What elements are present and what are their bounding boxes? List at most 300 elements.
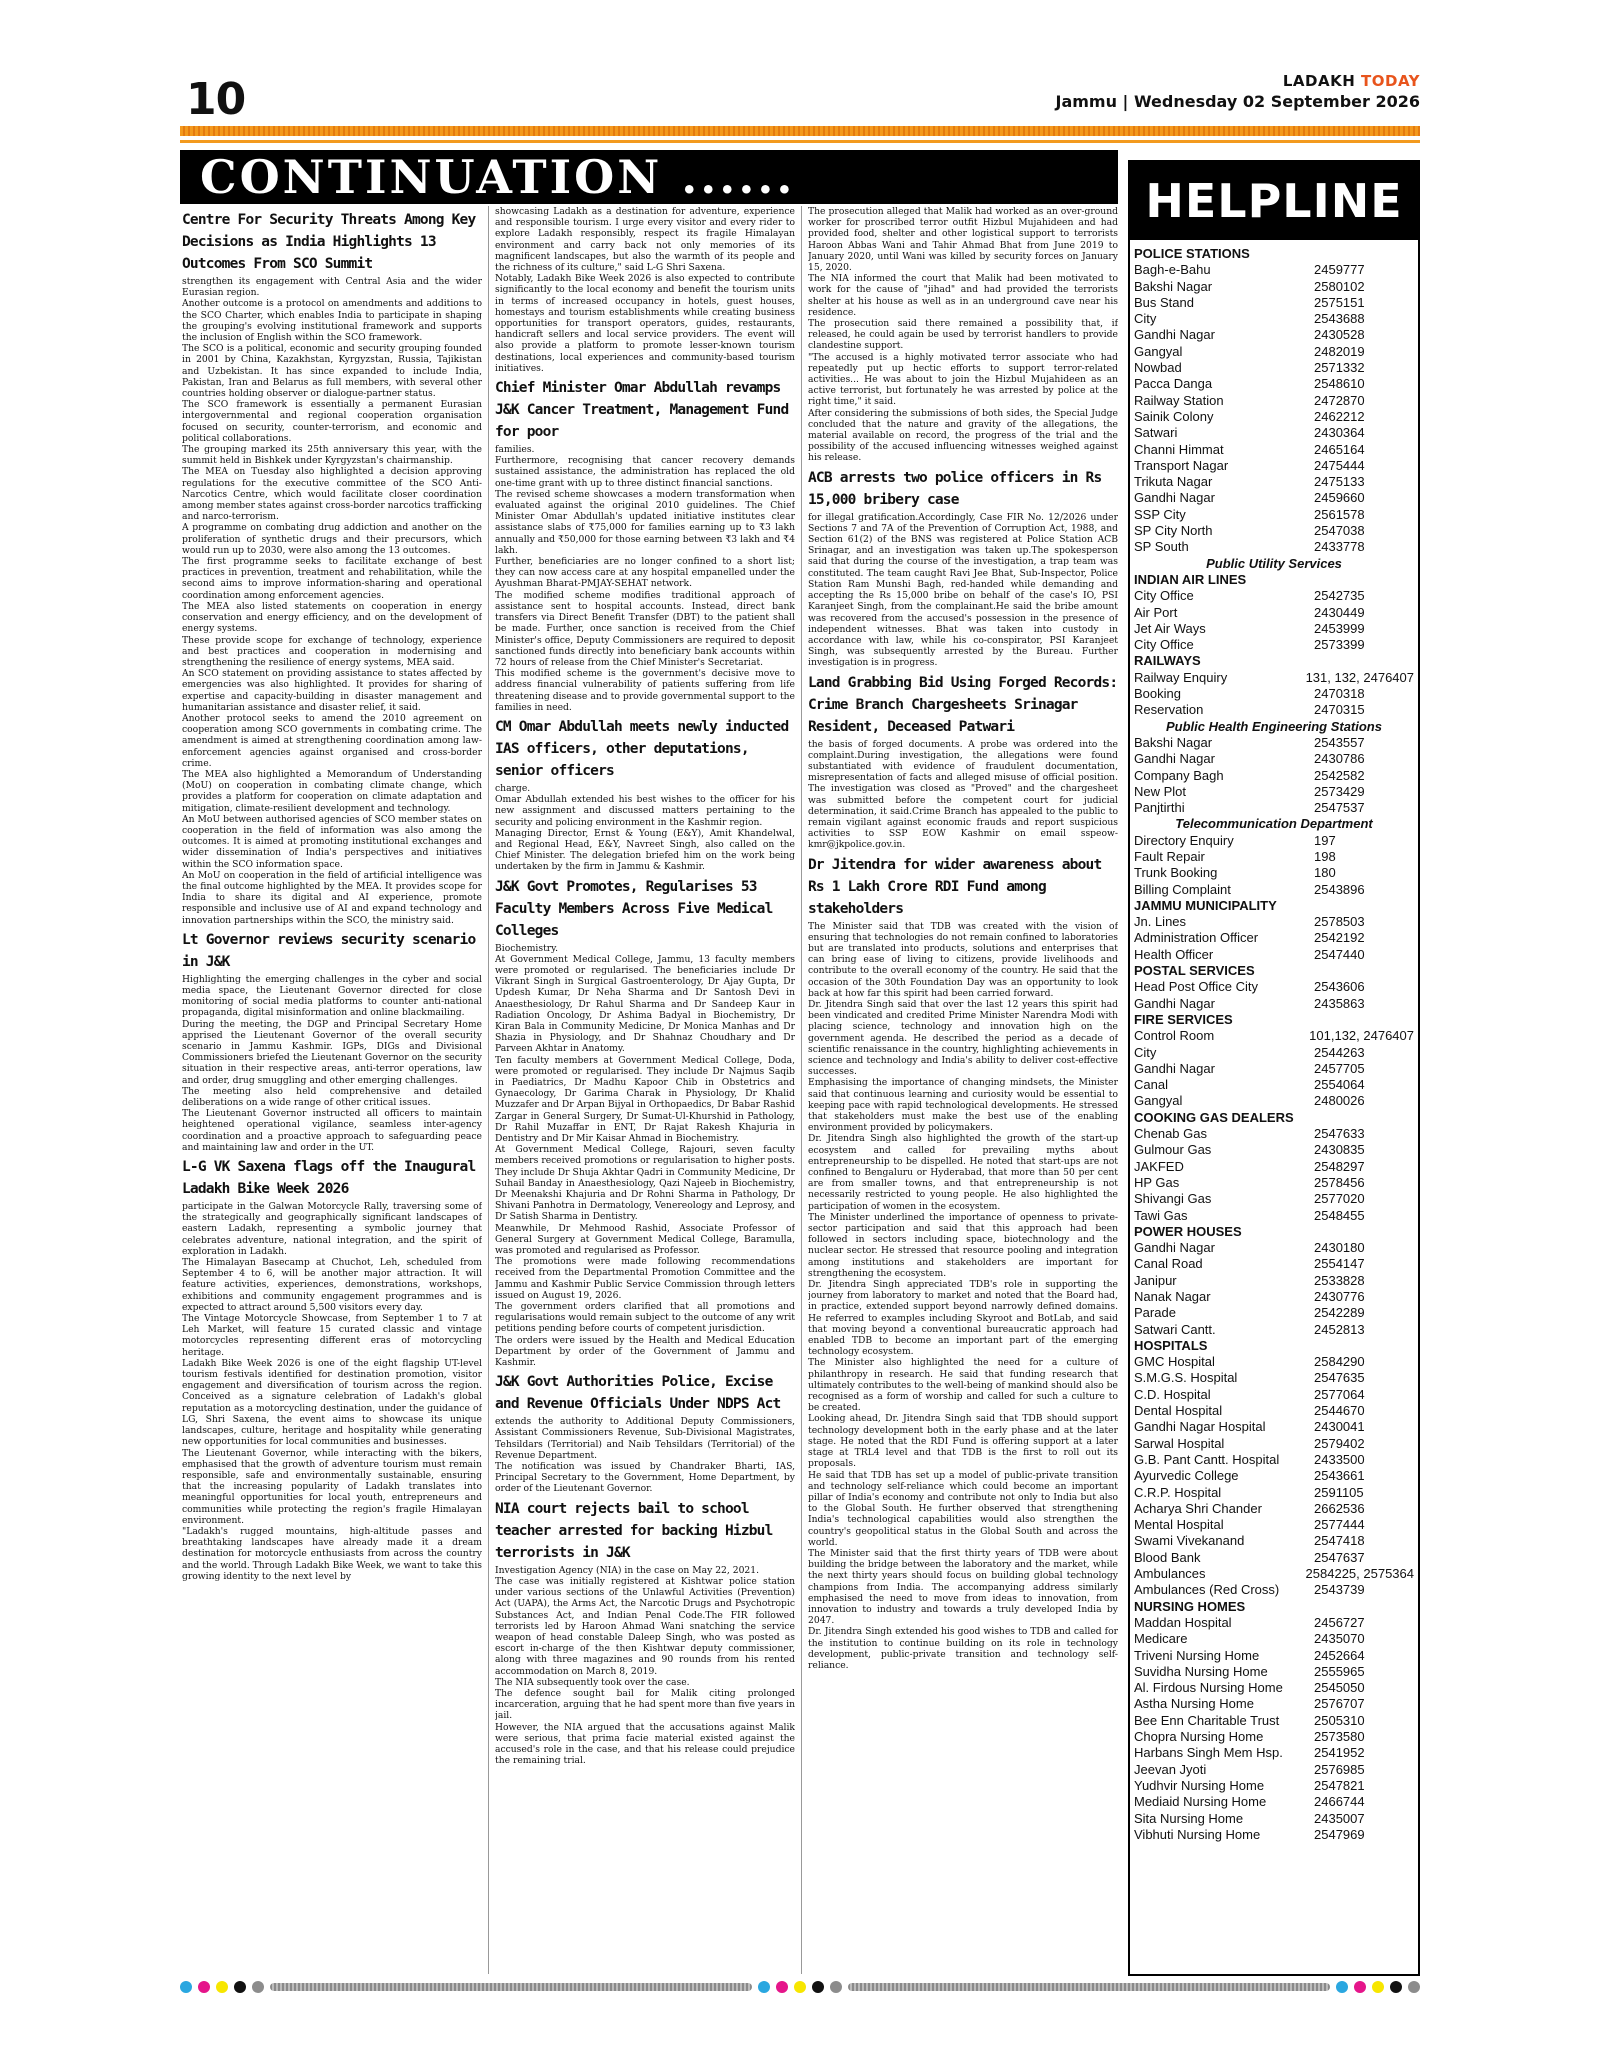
helpline-entry	[1134, 262, 1414, 278]
helpline-entry-name: Tawi Gas	[1134, 1207, 1188, 1223]
article-paragraph: Highlighting the emerging challenges in the cyber and social media space, the Lieutenant Governor directed for close monitoring of social media platforms to counter anti-national propaganda, digital misinformation and online blackmailing.	[182, 973, 482, 1019]
helpline-entry-number: 2577064	[1314, 1386, 1365, 1402]
helpline-entry-name: Channi Himmat	[1134, 441, 1224, 457]
helpline-entry-name: Gandhi Nagar	[1134, 1060, 1215, 1076]
helpline-entry-number: 2561578	[1314, 506, 1365, 522]
registration-dot	[216, 1981, 228, 1993]
helpline-entry-number: 2430180	[1314, 1240, 1365, 1256]
article-paragraph: The NIA informed the court that Malik had been motivated to work for the cause of "jihad" and had provided the terrorists shelter at his house as well as in an underground cave near his residence.	[808, 273, 1118, 318]
helpline-entry-number: 2543661	[1314, 1468, 1365, 1484]
article-paragraph: The government orders clarified that all promotions and regularisations would remain subject to the outcome of any writ petitions pending before courts of competent jurisdiction.	[495, 1301, 795, 1335]
article-headline: Lt Governor reviews security scenario in J&K	[182, 931, 476, 970]
helpline-entry-number: 180	[1314, 865, 1336, 881]
helpline-entry-number: 2547969	[1314, 1826, 1365, 1842]
article-paragraph: Emphasising the importance of changing mindsets, the Minister said that continuous learning and curiosity would be essential to keeping pace with rapid technological developments. He stressed that stakeholders must make the best use of the enabling environment provided by policymakers.	[808, 1077, 1118, 1134]
article-paragraph: A programme on combating drug addiction and another on the proliferation of synthetic drugs and their precursors, which would run up to 2030, were also among the 13 outcomes.	[182, 522, 482, 556]
helpline-entry-number: 2545050	[1314, 1680, 1365, 1696]
helpline-entry	[1134, 1729, 1414, 1745]
helpline-entry-name: Astha Nursing Home	[1134, 1696, 1254, 1712]
article-paragraph: The orders were issued by the Health and Medical Education Department by order of the Government of Jammu and Kashmir.	[495, 1334, 795, 1369]
helpline-entry-name: City	[1134, 311, 1157, 327]
article-paragraph: The MEA also highlighted a Memorandum of Understanding (MoU) on cooperation in combating climate change, which provides a platform for cooperation on climate adaptation and mitigation, climate-resilient development and technology.	[182, 768, 482, 814]
helpline-entry-number: 2584225, 2575364	[1305, 1566, 1414, 1582]
helpline-entry	[1134, 865, 1414, 881]
registration-dot	[180, 1981, 192, 1993]
helpline-entry-name: Harbans Singh Mem Hsp.	[1134, 1745, 1283, 1761]
helpline-entry	[1134, 702, 1414, 718]
article-paragraph: An MoU between authorised agencies of SCO member states on cooperation in the field of information was also among the outcomes. It is aimed at promoting institutional exchanges and wider dissemination of India's perspectives and initiatives within the SCO information space.	[182, 813, 482, 870]
helpline-entry	[1134, 425, 1414, 441]
article-paragraph: The Lieutenant Governor instructed all officers to maintain heightened operational vigilance, seamless inter-agency coordination and a proactive approach to safeguarding peace and maintaining law and order in the UT.	[182, 1108, 482, 1153]
helpline-entry-number: 2547635	[1314, 1370, 1365, 1386]
helpline-entry	[1134, 1517, 1414, 1533]
article-paragraph: The Vintage Motorcycle Showcase, from September 1 to 7 at Leh Market, will feature 15 curated classic and vintage motorcycles representing different eras of motorcycling heritage.	[182, 1313, 482, 1358]
helpline-entry	[1134, 1582, 1414, 1598]
helpline-entry-name: C.R.P. Hospital	[1134, 1484, 1222, 1500]
helpline-entry	[1134, 1419, 1414, 1435]
helpline-entry-number: 2547038	[1314, 523, 1365, 539]
helpline-section-heading: POWER HOUSES	[1134, 1223, 1242, 1239]
article-headline: ACB arrests two police officers in Rs 15,000 bribery case	[808, 469, 1102, 508]
helpline-entry	[1134, 1794, 1414, 1810]
helpline-entry-number: 2578456	[1314, 1174, 1365, 1190]
helpline-entry-name: Yudhvir Nursing Home	[1134, 1777, 1265, 1793]
helpline-entry-name: Company Bagh	[1134, 767, 1224, 783]
helpline-entry-name: Panjtirthi	[1134, 800, 1185, 816]
helpline-entry	[1134, 1452, 1414, 1468]
helpline-entry-name: Satwari Cantt.	[1134, 1321, 1216, 1337]
helpline-entry	[1134, 1159, 1414, 1175]
helpline-entry-name: GMC Hospital	[1134, 1354, 1215, 1370]
helpline-entry	[1134, 376, 1414, 392]
helpline-entry-name: Chopra Nursing Home	[1134, 1729, 1264, 1745]
helpline-entry	[1134, 1142, 1414, 1158]
helpline-entry-name: Parade	[1134, 1305, 1176, 1321]
helpline-entry-number: 2505310	[1314, 1712, 1365, 1728]
helpline-entry-number: 2662536	[1314, 1500, 1365, 1516]
helpline-section-heading: RAILWAYS	[1134, 653, 1201, 669]
helpline-section-heading: HOSPITALS	[1134, 1337, 1208, 1353]
helpline-entry-name: Sita Nursing Home	[1134, 1810, 1244, 1826]
article-paragraph: charge.	[495, 782, 531, 794]
helpline-entry-number: 2576985	[1314, 1761, 1365, 1777]
article-paragraph: During the meeting, the DGP and Principal Secretary Home apprised the Lieutenant Governor of the overall security scenario in Jammu Kashmir. IGPs, DIGs and Divisional Commissioners briefed the Lieutenant Governor on the security situation in their respective areas, anti-terror operations, law and order, drug smuggling and other emerging challenges.	[182, 1018, 482, 1086]
registration-dot	[758, 1981, 770, 1993]
helpline-entry-name: Booking	[1134, 686, 1181, 702]
helpline-entry-number: 2542192	[1314, 930, 1365, 946]
helpline-entry	[1134, 1680, 1414, 1696]
article-paragraph: Looking ahead, Dr. Jitendra Singh said that TDB should support technology development both in the early phase and at the later stage. He noted that the RDI Fund is offering support at a later stage at TRL4 level and that TDB is the first to roll out its proposals.	[808, 1413, 1118, 1470]
helpline-entry-name: G.B. Pant Cantt. Hospital	[1134, 1451, 1280, 1467]
helpline-entry	[1134, 1240, 1414, 1256]
helpline-entry	[1134, 1289, 1414, 1305]
helpline-entry-number: 2475444	[1314, 457, 1365, 473]
helpline-subheading: Public Utility Services	[1206, 555, 1342, 571]
article-paragraph: "The accused is a highly motivated terror associate who had repeatedly put up hectic efforts to support terror-related activities... He was about to join the Hizbul Mujahideen as an active terrorist, but fortunately he was arrested by police at the right time," it said.	[808, 351, 1118, 408]
helpline-entry-name: SSP City	[1134, 506, 1186, 522]
registration-dot	[198, 1981, 210, 1993]
helpline-entry-number: 2543557	[1314, 734, 1365, 750]
helpline-entry	[1134, 605, 1414, 621]
helpline-entry-name: SP South	[1134, 539, 1189, 555]
helpline-entry-name: City Office	[1134, 588, 1194, 604]
helpline-section-heading: JAMMU MUNICIPALITY	[1134, 897, 1277, 913]
article-paragraph: Managing Director, Ernst & Young (E&Y), Amit Khandelwal, and Regional Head, E&Y, Navreet Singh, also called on the Chief Minister. The delegation briefed him on the work being undertaken by the firm in Jammu & Kashmir.	[495, 827, 795, 873]
helpline-entry	[1134, 311, 1414, 327]
helpline-entry-name: Maddan Hospital	[1134, 1614, 1232, 1630]
helpline-entry-number: 2555965	[1314, 1663, 1365, 1679]
helpline-entry	[1134, 914, 1414, 930]
helpline-entry-number: 198	[1314, 848, 1336, 864]
article-paragraph: Dr. Jitendra Singh extended his good wishes to TDB and called for the institution to continue building on its role in technology development, public-private transition and technology self-reliance.	[808, 1626, 1118, 1671]
helpline-entry-name: Medicare	[1134, 1631, 1188, 1647]
helpline-entry-name: Health Officer	[1134, 946, 1214, 962]
helpline-entry-number: 2543606	[1314, 979, 1365, 995]
article-columns	[182, 206, 1118, 1974]
helpline-entry-number: 2547537	[1314, 800, 1365, 816]
helpline-entry-number: 2541952	[1314, 1745, 1365, 1761]
helpline-subheading: Telecommunication Department	[1175, 816, 1373, 832]
helpline-entry-name: New Plot	[1134, 783, 1187, 799]
helpline-entry	[1134, 1322, 1414, 1338]
helpline-title: HELPLINE	[1130, 162, 1418, 240]
helpline-entry-number: 2542289	[1314, 1305, 1365, 1321]
article-paragraph: Ten faculty members at Government Medical College, Doda, were promoted or regularised. They include Dr Najmus Saqib in Paediatrics, Dr Madhu Kapoor Chib in Obstetrics and Gynaecology, Dr Garima Charak in Physiology, Dr Khalid Muzzafer and Dr Arpan Bijyal in Orthopaedics, Dr Babar Rashid Zargar in General Surgery, Dr Sumat-Ul-Khurshid in Pathology, Dr Rahil Muzaffar in ENT, Dr Rajat Rakesh Khajuria in Dentistry and Dr Mir Kaisar Ahmad in Biochemistry.	[495, 1054, 795, 1144]
helpline-entry-name: Nanak Nagar	[1134, 1289, 1211, 1304]
dateline: Jammu | Wednesday 02 September 2026	[1055, 92, 1420, 111]
helpline-entry	[1134, 474, 1414, 490]
helpline-entry	[1134, 1615, 1414, 1631]
helpline-entry-number: 2456727	[1314, 1614, 1365, 1630]
article-paragraph: The Lieutenant Governor, while interacting with the bikers, emphasised that the growth of adventure tourism must remain responsible, safe and environmentally sustainable, ensuring that the increasing popularity of Ladakh translates into meaningful opportunities for local youth, entrepreneurs and communities while protecting the region's fragile Himalayan environment.	[182, 1447, 482, 1526]
helpline-entry	[1134, 1762, 1414, 1778]
article-paragraph: Dr. Jitendra Singh said that over the last 12 years this spirit had been vindicated and credited Prime Minister Narendra Modi with placing science, technology and innovation high on the government agenda. He described the period as a decade of scientific renaissance in the country, highlighting achievements in science and technology and India's ability to deliver cost-effective successes.	[808, 998, 1118, 1078]
helpline-entry	[1134, 882, 1414, 898]
registration-dot	[234, 1981, 246, 1993]
helpline-entry	[1134, 800, 1414, 816]
helpline-entry	[1134, 458, 1414, 474]
helpline-entry	[1134, 768, 1414, 784]
article-headline: Centre For Security Threats Among Key Decisions as India Highlights 13 Outcomes From SCO Summit	[182, 212, 476, 272]
helpline-entry-name: Swami Vivekanand	[1134, 1533, 1245, 1549]
helpline-entry-number: 2430528	[1314, 327, 1365, 343]
helpline-entry	[1134, 1631, 1414, 1647]
helpline-entry-number: 2573580	[1314, 1729, 1365, 1745]
article-headline: Dr Jitendra for wider awareness about Rs 1 Lakh Crore RDI Fund among stakeholders	[808, 856, 1102, 917]
helpline-entry-number: 2554064	[1314, 1077, 1365, 1093]
helpline-entry-number: 2480026	[1314, 1093, 1365, 1109]
helpline-entry-number: 2433778	[1314, 539, 1365, 555]
helpline-entry-number: 2452813	[1314, 1321, 1365, 1337]
article-paragraph: These provide scope for exchange of technology, experience and best practices and cooperation in modernising and strengthening the resilience of energy systems, MEA said.	[182, 634, 482, 668]
article-paragraph: Further, beneficiaries are no longer confined to a short list; they can now access care at any hospital empanelled under the Ayushman Bharat-PMJAY-SEHAT network.	[495, 556, 795, 590]
helpline-entry-name: Vibhuti Nursing Home	[1134, 1826, 1261, 1842]
helpline-entry-name: Gandhi Nagar	[1134, 995, 1215, 1011]
helpline-entry-name: Gangyal	[1134, 1093, 1183, 1109]
article-paragraph: The notification was issued by Chandraker Bharti, IAS, Principal Secretary to the Government, Home Department, by order of the Lieutenant Governor.	[495, 1461, 795, 1495]
helpline-entry	[1134, 588, 1414, 604]
article-headline: L-G VK Saxena flags off the Inaugural Ladakh Bike Week 2026	[182, 1159, 476, 1198]
article-paragraph: The prosecution alleged that Malik had worked as an over-ground worker for proscribed terror outfit Hizbul Mujahideen and had provided food, shelter and other logistical support to terrorists Haroon Abbas Wani and Tahir Ahmad Bhat from June 2019 to January 2020, until Wani was killed by security forces on January 15, 2020.	[808, 206, 1118, 274]
registration-dot	[830, 1981, 842, 1993]
article-paragraph: The first programme seeks to facilitate exchange of best practices in prevention, treatment and rehabilitation, while the second aims to improve information-sharing and operational coordination among enforcement agencies.	[182, 556, 482, 601]
helpline-entry-name: Suvidha Nursing Home	[1134, 1663, 1268, 1679]
helpline-entry-name: C.D. Hospital	[1134, 1386, 1211, 1402]
helpline-entry-number: 2543896	[1314, 881, 1365, 897]
header-rule-thin	[180, 140, 1420, 143]
helpline-entry	[1134, 539, 1414, 555]
helpline-entry-name: Control Room	[1134, 1028, 1215, 1044]
helpline-entry-number: 2435863	[1314, 995, 1365, 1011]
helpline-entry-name: Gandhi Nagar	[1134, 751, 1215, 767]
helpline-entry-number: 2578503	[1314, 914, 1365, 930]
helpline-entry-name: Transport Nagar	[1134, 457, 1229, 473]
helpline-entry-name: Railway Station	[1134, 392, 1224, 408]
helpline-entry	[1134, 751, 1414, 767]
helpline-entry	[1134, 979, 1414, 995]
helpline-entry-number: 2430449	[1314, 604, 1365, 620]
helpline-entry-name: Gandhi Nagar Hospital	[1134, 1419, 1266, 1435]
helpline-entry-number: 2466744	[1314, 1794, 1365, 1810]
helpline-entry-name: Sarwal Hospital	[1134, 1435, 1225, 1451]
helpline-entry	[1134, 833, 1414, 849]
helpline-entry	[1134, 1485, 1414, 1501]
registration-dot	[1336, 1981, 1348, 1993]
article-paragraph: Another protocol seeks to amend the 2010 agreement on cooperation among SCO governments in combating crime. The amendment is aimed at strengthening coordination among law-enforcement agencies against organised and cross-border crime.	[182, 712, 482, 769]
article-paragraph: The case was initially registered at Kishtwar police station under various sections of the Unlawful Activities (Prevention) Act (UAPA), the Arms Act, the Narcotic Drugs and Psychotropic Substances Act, and Indian Penal Code.The FIR followed terrorists led by Haroon Ahmad Wani snatching the service weapon of head constable Daleep Singh, who was posted as escort in-charge of the then Kishtwar deputy commissioner, along with three magazines and 90 rounds from his rented accommodation on March 8, 2019.	[495, 1575, 795, 1677]
helpline-section-heading: INDIAN AIR LINES	[1134, 571, 1247, 587]
helpline-entry-number: 2591105	[1314, 1484, 1364, 1500]
helpline-entry	[1134, 1191, 1414, 1207]
article-paragraph: The Minister said that the first thirty years of TDB were about building the bridge between the laboratory and the market, while the next thirty years should focus on building global technology champions from India. The accompanying address similarly emphasised the need to move from ideas to innovation, from innovation to industry and towards a truly developed India by 2047.	[808, 1547, 1118, 1627]
article-paragraph: The SCO is a political, economic and security grouping founded in 2001 by China, Kazakhstan, Kyrgyzstan, Russia, Tajikistan and Uzbekistan. It has since expanded to include India, Pakistan, Iran and Belarus as full members, with several other countries holding observer or dialogue-partner status.	[182, 343, 482, 400]
article-paragraph: After considering the submissions of both sides, the Special Judge concluded that the nature and gravity of the allegations, the material available on record, the progress of the trial and the possibility of the accused influencing witnesses weighed against his release.	[808, 407, 1118, 464]
helpline-entry	[1134, 1648, 1414, 1664]
helpline-entry	[1134, 686, 1414, 702]
helpline-entry-name: Bus Stand	[1134, 294, 1194, 310]
article-headline: J&K Govt Authorities Police, Excise and Revenue Officials Under NDPS Act	[495, 1374, 781, 1413]
helpline-entry-number: 2575151	[1314, 294, 1365, 310]
helpline-entry	[1134, 1093, 1414, 1109]
article-paragraph: The MEA also listed statements on cooperation in energy conservation and energy efficiency, and on the development of energy systems.	[182, 600, 482, 635]
article-paragraph: The prosecution said there remained a possibility that, if released, he could again be used by terrorist handlers to provide clandestine support.	[808, 318, 1118, 352]
helpline-entry-name: Fault Repair	[1134, 848, 1205, 864]
helpline-entry-number: 2470318	[1314, 686, 1365, 702]
brand-accent: TODAY	[1361, 72, 1420, 90]
helpline-entry-name: Jn. Lines	[1134, 914, 1187, 930]
helpline-entry-number: 2547633	[1314, 1126, 1365, 1142]
helpline-entry-name: Blood Bank	[1134, 1549, 1201, 1565]
helpline-entry	[1134, 1713, 1414, 1729]
helpline-entry-name: Gangyal	[1134, 343, 1183, 359]
helpline-entry	[1134, 1305, 1414, 1321]
helpline-entry	[1134, 490, 1414, 506]
brand-main: LADAKH	[1282, 72, 1362, 90]
helpline-entry	[1134, 507, 1414, 523]
article-paragraph: The Minister underlined the importance of openness to private-sector participation and said that this approach had been followed in sectors including space, biotechnology and the nuclear sector. He stressed that resource pooling and integration among institutions and stakeholders are important for strengthening the ecosystem.	[808, 1211, 1118, 1279]
registration-bar	[180, 1980, 1420, 1994]
article-paragraph: The promotions were made following recommendations received from the Departmental Promotion Committee and the Jammu and Kashmir Public Service Commission through letters issued on August 19, 2026.	[495, 1256, 795, 1301]
helpline-entry	[1134, 1061, 1414, 1077]
helpline-entry	[1134, 327, 1414, 343]
helpline-entry-name: Trunk Booking	[1134, 865, 1218, 881]
helpline-entry-name: Bee Enn Charitable Trust	[1134, 1712, 1280, 1728]
helpline-entry-number: 2459777	[1314, 262, 1365, 278]
article-headline: Land Grabbing Bid Using Forged Records: Crime Branch Chargesheets Srinagar Resident, Deceased Patwari	[808, 674, 1118, 735]
helpline-entry-name: Canal	[1134, 1077, 1168, 1093]
article-paragraph: families.	[495, 444, 535, 456]
helpline-entry	[1134, 1468, 1414, 1484]
helpline-entry	[1134, 735, 1414, 751]
article-paragraph: Notably, Ladakh Bike Week 2026 is also expected to contribute significantly to the local economy and benefit the tourism units in terms of increased occupancy in hotels, guest houses, homestays and tourism establishments while creating business opportunities for transport operators, guides, restaurants, handicraft sellers and local service providers. The event will also provide a platform to promote lesser-known tourism destinations, local experiences and community-based tourism initiatives.	[495, 273, 795, 374]
helpline-entry-number: 2533828	[1314, 1272, 1365, 1288]
masthead	[1055, 72, 1420, 111]
helpline-entry-number: 2542582	[1314, 767, 1365, 783]
helpline-entry	[1134, 1045, 1414, 1061]
helpline-entry	[1134, 344, 1414, 360]
helpline-entry-number: 2430041	[1314, 1419, 1365, 1435]
helpline-entry-number: 2543688	[1314, 311, 1365, 327]
article-paragraph: Ladakh Bike Week 2026 is one of the eight flagship UT-level tourism festivals identified for destination promotion, visitor engagement and diversification of tourism across the region. Conceived as a signature celebration of Ladakh's global reputation as a motorcycling destination, under the guidance of LG, Shri Saxena, the event aims to showcase its unique landscapes, culture, heritage and hospitality while generating new opportunities for local communities and businesses.	[182, 1357, 482, 1448]
article-headline: CM Omar Abdullah meets newly inducted IAS officers, other deputations, senior officers	[495, 718, 789, 779]
helpline-entry-number: 2462212	[1314, 408, 1365, 424]
helpline-entry	[1134, 1028, 1414, 1044]
helpline-entry-number: 2573399	[1314, 637, 1365, 653]
article-paragraph: An SCO statement on providing assistance to states affected by emergencies was also highlighted. It provides for sharing of expertise and capacity-building in disaster management and humanitarian assistance and disaster relief, it said.	[182, 668, 482, 713]
helpline-entry-number: 2544670	[1314, 1403, 1365, 1419]
article-paragraph: At Government Medical College, Jammu, 13 faculty members were promoted or regularised. The beneficiaries include Dr Vikrant Singh in Surgical Gastroenterology, Dr Ajay Gupta, Dr Updesh Kumar, Dr Neha Sharma and Dr Santosh Devi in Anaesthesiology, Dr Rahul Sharma and Dr Sandeep Kaur in Radiation Oncology, Dr Ashima Badyal in Biochemistry, Dr Kiran Bala in Community Medicine, Dr Monica Manhas and Dr Shazia in Physiology, and Dr Shahnaz Choudhary and Dr Parveen Akhtar in Anatomy.	[495, 953, 795, 1055]
helpline-entry	[1134, 295, 1414, 311]
helpline-entry-number: 2542735	[1314, 588, 1365, 604]
helpline-entry-name: Billing Complaint	[1134, 881, 1231, 897]
article-paragraph: strengthen its engagement with Central Asia and the wider Eurasian region.	[182, 276, 482, 299]
helpline-entry-number: 2433500	[1314, 1451, 1365, 1467]
column-rule	[488, 206, 489, 1974]
helpline-entry-number: 197	[1314, 832, 1336, 848]
article-paragraph: Biochemistry.	[495, 942, 559, 954]
helpline-entry-name: Dental Hospital	[1134, 1403, 1223, 1419]
helpline-entry-number: 2430364	[1314, 425, 1365, 441]
registration-grey-bar	[848, 1983, 1330, 1991]
helpline-section-heading: FIRE SERVICES	[1134, 1011, 1233, 1027]
helpline-entry-name: Railway Enquiry	[1134, 669, 1228, 685]
article-paragraph: The revised scheme showcases a modern transformation when evaluated against the original 2010 guidelines. The Chief Minister Omar Abdullah's updated initiative institutes clear assistance slabs of ₹75,000 for families earning up to ₹3 lakh annually and ₹50,000 for those earning between ₹3 lakh and ₹4 lakh.	[495, 488, 795, 556]
helpline-entry	[1134, 670, 1414, 686]
article-paragraph: "Ladakh's rugged mountains, high-altitude passes and breathtaking landscapes have already made it a dream destination for motorcycle enthusiasts from across the country and the world. Through Ladakh Bike Week, we want to take this growing identity to the next level by	[182, 1525, 482, 1582]
article-paragraph: participate in the Galwan Motorcycle Rally, traversing some of the strategically and geographically significant landscapes of eastern Ladakh, representing a symbolic journey that celebrates adventure, national integration, and the spirit of exploration in Ladakh.	[182, 1201, 482, 1257]
helpline-entry-name: Janipur	[1134, 1272, 1177, 1288]
helpline-entry	[1134, 393, 1414, 409]
helpline-entry-number: 2584290	[1314, 1354, 1365, 1370]
article-paragraph: Dr. Jitendra Singh also highlighted the growth of the start-up ecosystem and called for prevailing myths about entrepreneurship to be dispelled. He noted that start-ups are not confined to Bengaluru or Hyderabad, that more than 50 per cent are from smaller towns, and that entrepreneurship is not necessarily restricted to young people. He also highlighted the participation of women in the ecosystem.	[808, 1133, 1118, 1212]
helpline-entry	[1134, 996, 1414, 1012]
helpline-entry-name: Jeevan Jyoti	[1134, 1761, 1207, 1777]
helpline-entry	[1134, 1387, 1414, 1403]
article-paragraph: Meanwhile, Dr Mehmood Rashid, Associate Professor of General Surgery at Government Medical College, Baramulla, was promoted and regularised as Professor.	[495, 1222, 795, 1257]
article-headline: J&K Govt Promotes, Regularises 53 Faculty Members Across Five Medical Colleges	[495, 878, 773, 939]
helpline-entry-number: 2435007	[1314, 1810, 1365, 1826]
helpline-entry	[1134, 1354, 1414, 1370]
helpline-entry-number: 2576707	[1314, 1696, 1365, 1712]
helpline-section-heading: COOKING GAS DEALERS	[1134, 1109, 1294, 1125]
helpline-entry	[1134, 1436, 1414, 1452]
helpline-entry-number: 2577020	[1314, 1191, 1365, 1207]
helpline-entry-number: 2548455	[1314, 1207, 1365, 1223]
helpline-entry-name: SP City North	[1134, 523, 1213, 539]
article-paragraph: Another outcome is a protocol on amendments and additions to the SCO Charter, which enables India to participate in shaping the grouping's evolving institutional framework and supports the inclusion of English within the SCO framework.	[182, 298, 482, 344]
helpline-entry-number: 101,132, 2476407	[1309, 1028, 1414, 1044]
helpline-entry-number: 2547418	[1314, 1533, 1365, 1549]
column-2	[495, 206, 795, 1974]
helpline-entry	[1134, 523, 1414, 539]
helpline-entry	[1134, 409, 1414, 425]
helpline-entry	[1134, 1664, 1414, 1680]
article-paragraph: for illegal gratification.Accordingly, Case FIR No. 12/2026 under Sections 7 and 7A of the Prevention of Corruption Act, 1988, and Section 61(2) of the BNS was registered at Police Station ACB Srinagar, and an investigation was taken up.The spokesperson said that during the course of the investigation, a trap team was constituted. The team caught Ravi Jee Bhat, Sub-Inspector, Police Station Ram Munshi Bagh, red-handed while demanding and accepting the Rs 15,000 bribe on behalf of the case's IO, PSI Karanjeet Singh, from the complainant.He said the bribe amount was recovered from the accused's possession in the presence of independent witnesses. Bhat was taken into custody in accordance with law, while his co-conspirator, PSI Karanjeet Singh, was subsequently arrested by the Bureau. Further investigation is in progress.	[808, 511, 1118, 669]
registration-dot	[812, 1981, 824, 1993]
helpline-entry-number: 2475133	[1314, 474, 1365, 490]
helpline-entry-number: 2472870	[1314, 392, 1365, 408]
helpline-entry-name: Jet Air Ways	[1134, 620, 1206, 636]
helpline-entry-name: Reservation	[1134, 702, 1204, 718]
helpline-entry	[1134, 1403, 1414, 1419]
helpline-entry-number: 2577444	[1314, 1517, 1365, 1533]
registration-dot	[1390, 1981, 1402, 1993]
helpline-entry-name: Nowbad	[1134, 360, 1182, 376]
helpline-entry	[1134, 1208, 1414, 1224]
helpline-entry-number: 2459660	[1314, 490, 1365, 506]
helpline-entry-name: Bakshi Nagar	[1134, 278, 1213, 294]
article-paragraph: The meeting also held comprehensive and detailed deliberations on a wide range of other critical issues.	[182, 1085, 482, 1109]
helpline-entry-number: 2543739	[1314, 1582, 1365, 1598]
article-paragraph: However, the NIA argued that the accusations against Malik were serious, that prima facie material existed against the accused's role in the case, and that his release could prejudice the remaining trial.	[495, 1721, 795, 1767]
helpline-entry	[1134, 1273, 1414, 1289]
registration-dot	[1372, 1981, 1384, 1993]
helpline-entry	[1134, 279, 1414, 295]
helpline-entry-number: 2544263	[1314, 1044, 1365, 1060]
helpline-entry-number: 2430835	[1314, 1142, 1365, 1158]
helpline-entry-name: Head Post Office City	[1134, 979, 1259, 995]
helpline-entry-name: Mediaid Nursing Home	[1134, 1794, 1267, 1810]
registration-dot	[776, 1981, 788, 1993]
helpline-entry-number: 2548297	[1314, 1158, 1365, 1174]
helpline-entry-name: Acharya Shri Chander	[1134, 1500, 1262, 1516]
helpline-entry-number: 2453999	[1314, 620, 1365, 636]
article-paragraph: The Himalayan Basecamp at Chuchot, Leh, scheduled from September 4 to 6, will be another major attraction. It will feature activities, experiences, demonstrations, workshops, exhibitions and community engagement programmes and is expected to attract around 5,500 visitors every day.	[182, 1257, 482, 1313]
helpline-entry	[1134, 1745, 1414, 1761]
helpline-entry	[1134, 1501, 1414, 1517]
article-paragraph: The defence sought bail for Malik citing prolonged incarceration, arguing that he had spent more than five years in jail.	[495, 1687, 795, 1722]
helpline-entry-name: Sainik Colony	[1134, 408, 1214, 424]
helpline-entry-name: Satwari	[1134, 425, 1178, 441]
registration-dot	[1408, 1981, 1420, 1993]
helpline-entry-number: 2452664	[1314, 1647, 1365, 1663]
helpline-entry	[1134, 442, 1414, 458]
helpline-entry	[1134, 1533, 1414, 1549]
helpline-entry	[1134, 1370, 1414, 1386]
helpline-entry	[1134, 784, 1414, 800]
helpline-entry	[1134, 1077, 1414, 1093]
helpline-entry-number: 131, 132, 2476407	[1305, 669, 1414, 685]
article-paragraph: The SCO framework is essentially a permanent Eurasian intergovernmental and regional cooperation organisation focused on security, counter-terrorism, and economic and political collaborations.	[182, 399, 482, 444]
article-paragraph: Omar Abdullah extended his best wishes to the officer for his new assignment and discussed matters pertaining to the security and policing environment in the Kashmir region.	[495, 794, 795, 828]
helpline-entry-number: 2470315	[1314, 702, 1365, 718]
helpline-entry	[1134, 1827, 1414, 1843]
brand	[1055, 72, 1420, 90]
helpline-entry-name: Al. Firdous Nursing Home	[1134, 1680, 1283, 1696]
helpline-entry	[1134, 1175, 1414, 1191]
article-paragraph: the basis of forged documents. A probe was ordered into the complaint.During investigation, the allegations were found substantiated with evidence of fraudulent documentation, misrepresentation of facts and alleged misuse of official position. The investigation was closed as "Proved" and the chargesheet was submitted before the competent court for judicial determination, it said.Crime Branch has appealed to the public to remain vigilant against economic frauds and report suspicious activities to SSP EOW Kashmir on email sspeow-kmr@jkpolice.gov.in.	[808, 738, 1118, 851]
helpline-subheading: Public Health Engineering Stations	[1166, 718, 1382, 734]
